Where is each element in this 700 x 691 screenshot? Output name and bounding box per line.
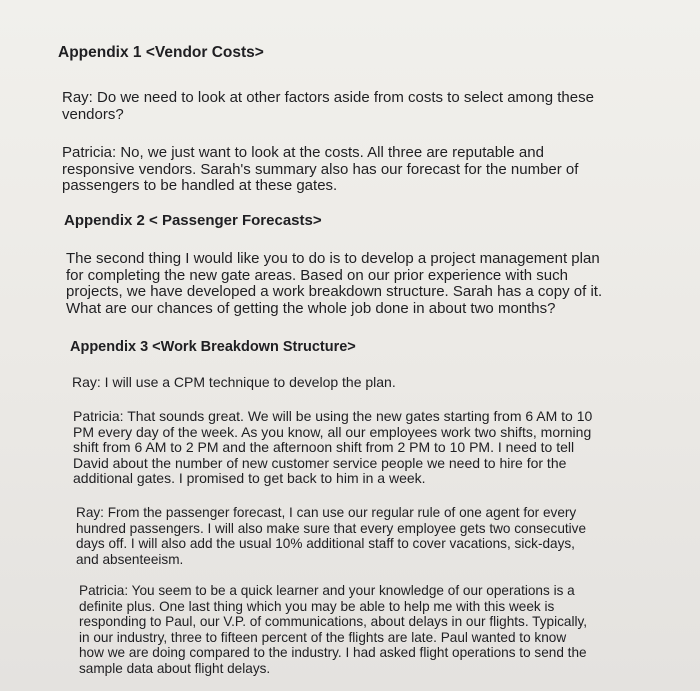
appendix-3-patricia-paragraph-2: Patricia: You seem to be a quick learner and your knowledge of our operations is a definite plus. One last thing which you may be able to help me with this week is responding to Paul, our V.P. of communications, about delays in our flights. Typically, in our industry, three to fifteen percent of the flights are late. Paul wanted to know how we are doing compared to the industry. I had asked flight operations to send the sample data about flight delays. [79,583,588,676]
appendix-2-heading: Appendix 2 < Passenger Forecasts> [64,212,322,229]
appendix-3-heading: Appendix 3 <Work Breakdown Structure> [70,339,356,355]
appendix-3-ray-paragraph-1: Ray: I will use a CPM technique to develop the plan. [72,374,396,390]
appendix-1-patricia-paragraph: Patricia: No, we just want to look at the costs. All three are reputable and responsive vendors. Sarah's summary also has our forecast for the number of passengers to be handled at these gates. [62,144,579,194]
appendix-3-patricia-paragraph-1: Patricia: That sounds great. We will be using the new gates starting from 6 AM to 10 PM every day of the week. As you know, all our employees work two shifts, morning shift from 6 AM to 2 PM and the afternoon shift from 2 PM to 10 PM. I need to tell David about the number of new customer service people we need to hire for the additional gates. I promised to get back to him in a week. [73,408,593,486]
appendix-3-ray-paragraph-2: Ray: From the passenger forecast, I can use our regular rule of one agent for every hundred passengers. I will also make sure that every employee gets two consecutive days off. I will also add the usual 10% additional staff to cover vacations, sick-days, and absenteeism. [76,505,587,567]
appendix-1-ray-paragraph: Ray: Do we need to look at other factors aside from costs to select among these vendors? [62,89,594,123]
appendix-2-paragraph: The second thing I would like you to do is to develop a project management plan for completing the new gate areas. Based on our prior experience with such projects, we have developed a work breakdown structure. Sarah has a copy of it. What are our chances of getting the whole job done in about two months? [66,250,603,317]
appendix-1-heading: Appendix 1 <Vendor Costs> [58,44,264,61]
